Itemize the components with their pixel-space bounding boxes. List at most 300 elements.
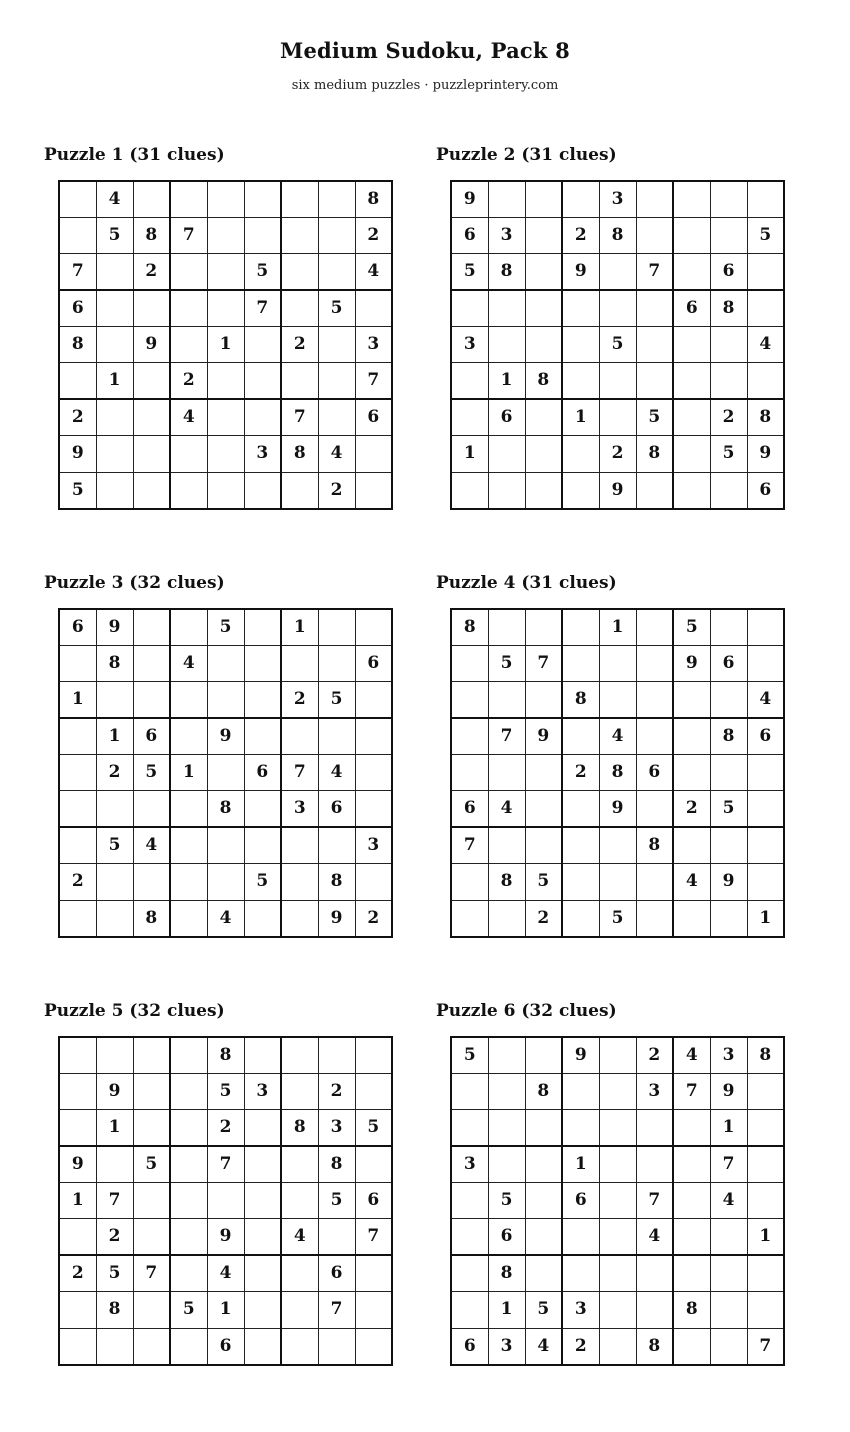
empty-cell (244, 791, 281, 827)
given-clue-cell: 9 (710, 864, 747, 900)
empty-cell (244, 1146, 281, 1182)
empty-cell (747, 181, 784, 217)
given-clue-cell: 2 (562, 1328, 599, 1364)
grid-row (59, 181, 392, 217)
empty-cell (281, 363, 318, 399)
given-clue-cell: 5 (488, 1183, 525, 1219)
empty-cell (747, 1292, 784, 1328)
given-clue-cell: 8 (133, 900, 170, 936)
empty-cell (451, 472, 488, 508)
given-clue-cell: 3 (636, 1073, 673, 1109)
given-clue-cell: 1 (599, 609, 636, 645)
grid-row (451, 900, 784, 936)
empty-cell (599, 1219, 636, 1255)
given-clue-cell: 3 (244, 436, 281, 472)
given-clue-cell: 5 (318, 290, 355, 326)
empty-cell (281, 254, 318, 290)
empty-cell (673, 472, 710, 508)
given-clue-cell: 6 (636, 755, 673, 791)
given-clue-cell: 7 (673, 1073, 710, 1109)
empty-cell (673, 1255, 710, 1291)
given-clue-cell: 1 (562, 399, 599, 435)
empty-cell (488, 436, 525, 472)
empty-cell (170, 791, 207, 827)
given-clue-cell: 8 (451, 609, 488, 645)
grid-row (59, 827, 392, 863)
given-clue-cell: 7 (710, 1146, 747, 1182)
empty-cell (525, 181, 562, 217)
given-clue-cell: 9 (59, 436, 96, 472)
puzzle-title: Puzzle 6 (32 clues) (436, 1001, 617, 1021)
given-clue-cell: 1 (59, 682, 96, 718)
given-clue-cell: 6 (562, 1183, 599, 1219)
empty-cell (244, 472, 281, 508)
sudoku-grid (450, 1036, 785, 1366)
given-clue-cell: 9 (451, 181, 488, 217)
empty-cell (710, 1292, 747, 1328)
given-clue-cell: 5 (451, 1037, 488, 1073)
empty-cell (488, 472, 525, 508)
empty-cell (244, 1292, 281, 1328)
empty-cell (59, 217, 96, 253)
given-clue-cell: 3 (599, 181, 636, 217)
empty-cell (59, 791, 96, 827)
page-subtitle: six medium puzzles · puzzleprintery.com (291, 78, 559, 93)
given-clue-cell: 7 (133, 1255, 170, 1291)
empty-cell (636, 900, 673, 936)
puzzle-title: Puzzle 2 (31 clues) (436, 145, 617, 165)
given-clue-cell: 8 (318, 864, 355, 900)
given-clue-cell: 2 (133, 254, 170, 290)
empty-cell (133, 181, 170, 217)
empty-cell (747, 290, 784, 326)
grid-row (59, 1037, 392, 1073)
empty-cell (96, 327, 133, 363)
empty-cell (451, 290, 488, 326)
empty-cell (170, 609, 207, 645)
empty-cell (747, 363, 784, 399)
empty-cell (488, 1073, 525, 1109)
empty-cell (318, 718, 355, 754)
grid-row (451, 791, 784, 827)
empty-cell (207, 436, 244, 472)
given-clue-cell: 4 (207, 1255, 244, 1291)
empty-cell (59, 1219, 96, 1255)
given-clue-cell: 8 (525, 1073, 562, 1109)
given-clue-cell: 5 (59, 472, 96, 508)
given-clue-cell: 8 (710, 290, 747, 326)
given-clue-cell: 8 (747, 1037, 784, 1073)
empty-cell (525, 1110, 562, 1146)
grid-row (451, 682, 784, 718)
given-clue-cell: 1 (451, 436, 488, 472)
empty-cell (710, 1219, 747, 1255)
given-clue-cell: 5 (673, 609, 710, 645)
empty-cell (207, 864, 244, 900)
sudoku-grid (450, 180, 785, 510)
grid-row (451, 1146, 784, 1182)
empty-cell (96, 436, 133, 472)
empty-cell (451, 1219, 488, 1255)
empty-cell (636, 1146, 673, 1182)
empty-cell (133, 1183, 170, 1219)
empty-cell (525, 1037, 562, 1073)
grid-row (59, 1219, 392, 1255)
empty-cell (562, 436, 599, 472)
given-clue-cell: 8 (599, 217, 636, 253)
given-clue-cell: 2 (318, 1073, 355, 1109)
empty-cell (59, 718, 96, 754)
empty-cell (747, 609, 784, 645)
given-clue-cell: 1 (96, 1110, 133, 1146)
grid-row (451, 290, 784, 326)
given-clue-cell: 1 (96, 718, 133, 754)
given-clue-cell: 2 (710, 399, 747, 435)
empty-cell (207, 1183, 244, 1219)
sudoku-grid (58, 608, 393, 938)
given-clue-cell: 6 (451, 217, 488, 253)
given-clue-cell: 7 (281, 399, 318, 435)
empty-cell (451, 755, 488, 791)
empty-cell (355, 718, 392, 754)
empty-cell (281, 1146, 318, 1182)
grid-row (451, 217, 784, 253)
empty-cell (59, 900, 96, 936)
given-clue-cell: 9 (96, 609, 133, 645)
grid-row (59, 682, 392, 718)
puzzle-title: Puzzle 5 (32 clues) (44, 1001, 225, 1021)
given-clue-cell: 8 (281, 1110, 318, 1146)
empty-cell (133, 399, 170, 435)
empty-cell (562, 472, 599, 508)
empty-cell (96, 472, 133, 508)
given-clue-cell: 2 (96, 1219, 133, 1255)
empty-cell (355, 436, 392, 472)
empty-cell (636, 864, 673, 900)
given-clue-cell: 7 (59, 254, 96, 290)
empty-cell (281, 645, 318, 681)
empty-cell (636, 645, 673, 681)
empty-cell (599, 1073, 636, 1109)
given-clue-cell: 2 (59, 1255, 96, 1291)
empty-cell (562, 864, 599, 900)
empty-cell (599, 682, 636, 718)
given-clue-cell: 7 (747, 1328, 784, 1364)
grid-row (59, 254, 392, 290)
empty-cell (355, 755, 392, 791)
grid-row (59, 645, 392, 681)
empty-cell (710, 682, 747, 718)
empty-cell (525, 472, 562, 508)
empty-cell (525, 327, 562, 363)
empty-cell (451, 399, 488, 435)
empty-cell (562, 718, 599, 754)
empty-cell (451, 1183, 488, 1219)
given-clue-cell: 5 (207, 1073, 244, 1109)
empty-cell (525, 682, 562, 718)
empty-cell (673, 217, 710, 253)
empty-cell (318, 827, 355, 863)
given-clue-cell: 4 (170, 399, 207, 435)
grid-row (451, 472, 784, 508)
given-clue-cell: 3 (244, 1073, 281, 1109)
empty-cell (525, 609, 562, 645)
empty-cell (451, 1073, 488, 1109)
sudoku-grid (58, 180, 393, 510)
empty-cell (599, 1255, 636, 1291)
given-clue-cell: 7 (355, 1219, 392, 1255)
empty-cell (636, 682, 673, 718)
given-clue-cell: 9 (562, 1037, 599, 1073)
empty-cell (133, 290, 170, 326)
given-clue-cell: 3 (451, 1146, 488, 1182)
given-clue-cell: 2 (525, 900, 562, 936)
given-clue-cell: 5 (488, 645, 525, 681)
empty-cell (59, 1037, 96, 1073)
empty-cell (525, 217, 562, 253)
empty-cell (244, 399, 281, 435)
given-clue-cell: 3 (710, 1037, 747, 1073)
given-clue-cell: 3 (488, 1328, 525, 1364)
given-clue-cell: 8 (355, 181, 392, 217)
empty-cell (451, 864, 488, 900)
empty-cell (673, 181, 710, 217)
empty-cell (318, 645, 355, 681)
grid-row (59, 791, 392, 827)
grid-row (451, 1183, 784, 1219)
empty-cell (636, 327, 673, 363)
empty-cell (673, 827, 710, 863)
given-clue-cell: 6 (207, 1328, 244, 1364)
grid-row (59, 1328, 392, 1364)
given-clue-cell: 6 (710, 254, 747, 290)
empty-cell (673, 718, 710, 754)
empty-cell (488, 181, 525, 217)
empty-cell (525, 791, 562, 827)
grid-row (451, 609, 784, 645)
empty-cell (451, 1292, 488, 1328)
empty-cell (747, 254, 784, 290)
given-clue-cell: 8 (599, 755, 636, 791)
puzzle-title: Puzzle 4 (31 clues) (436, 573, 617, 593)
empty-cell (673, 1328, 710, 1364)
empty-cell (747, 1073, 784, 1109)
given-clue-cell: 3 (562, 1292, 599, 1328)
empty-cell (355, 1037, 392, 1073)
empty-cell (281, 1292, 318, 1328)
empty-cell (59, 1110, 96, 1146)
empty-cell (355, 1328, 392, 1364)
empty-cell (599, 1037, 636, 1073)
given-clue-cell: 6 (488, 1219, 525, 1255)
given-clue-cell: 1 (207, 1292, 244, 1328)
empty-cell (170, 1255, 207, 1291)
empty-cell (355, 472, 392, 508)
empty-cell (636, 609, 673, 645)
grid-row (59, 399, 392, 435)
empty-cell (96, 254, 133, 290)
grid-row (59, 472, 392, 508)
empty-cell (562, 1110, 599, 1146)
empty-cell (747, 864, 784, 900)
given-clue-cell: 8 (488, 254, 525, 290)
given-clue-cell: 1 (747, 900, 784, 936)
empty-cell (207, 363, 244, 399)
empty-cell (170, 864, 207, 900)
grid-row (451, 1255, 784, 1291)
empty-cell (355, 609, 392, 645)
empty-cell (133, 1328, 170, 1364)
empty-cell (710, 181, 747, 217)
empty-cell (170, 682, 207, 718)
empty-cell (488, 1146, 525, 1182)
given-clue-cell: 9 (599, 472, 636, 508)
given-clue-cell: 5 (710, 436, 747, 472)
empty-cell (59, 1073, 96, 1109)
empty-cell (636, 1110, 673, 1146)
empty-cell (636, 791, 673, 827)
given-clue-cell: 8 (488, 1255, 525, 1291)
empty-cell (96, 290, 133, 326)
grid-row (59, 327, 392, 363)
given-clue-cell: 9 (710, 1073, 747, 1109)
given-clue-cell: 1 (710, 1110, 747, 1146)
empty-cell (96, 399, 133, 435)
empty-cell (244, 1037, 281, 1073)
given-clue-cell: 9 (59, 1146, 96, 1182)
empty-cell (244, 1183, 281, 1219)
empty-cell (599, 1328, 636, 1364)
empty-cell (355, 1255, 392, 1291)
empty-cell (562, 1255, 599, 1291)
empty-cell (355, 1073, 392, 1109)
given-clue-cell: 4 (318, 436, 355, 472)
given-clue-cell: 6 (318, 1255, 355, 1291)
empty-cell (96, 1146, 133, 1182)
given-clue-cell: 5 (355, 1110, 392, 1146)
empty-cell (207, 254, 244, 290)
empty-cell (96, 1328, 133, 1364)
empty-cell (710, 755, 747, 791)
given-clue-cell: 2 (96, 755, 133, 791)
empty-cell (96, 864, 133, 900)
empty-cell (599, 645, 636, 681)
empty-cell (599, 1146, 636, 1182)
given-clue-cell: 8 (318, 1146, 355, 1182)
empty-cell (133, 682, 170, 718)
given-clue-cell: 6 (747, 718, 784, 754)
empty-cell (244, 327, 281, 363)
grid-row (59, 363, 392, 399)
empty-cell (244, 363, 281, 399)
empty-cell (599, 1183, 636, 1219)
given-clue-cell: 4 (747, 327, 784, 363)
grid-row (59, 1183, 392, 1219)
puzzle-title: Puzzle 3 (32 clues) (44, 573, 225, 593)
grid-row (59, 217, 392, 253)
given-clue-cell: 9 (599, 791, 636, 827)
empty-cell (318, 363, 355, 399)
empty-cell (599, 254, 636, 290)
empty-cell (636, 363, 673, 399)
empty-cell (170, 900, 207, 936)
given-clue-cell: 3 (355, 827, 392, 863)
given-clue-cell: 7 (96, 1183, 133, 1219)
empty-cell (562, 609, 599, 645)
empty-cell (355, 682, 392, 718)
given-clue-cell: 7 (636, 254, 673, 290)
empty-cell (281, 181, 318, 217)
grid-row (59, 864, 392, 900)
given-clue-cell: 5 (133, 755, 170, 791)
empty-cell (170, 1219, 207, 1255)
empty-cell (133, 436, 170, 472)
empty-cell (636, 1292, 673, 1328)
given-clue-cell: 2 (318, 472, 355, 508)
empty-cell (59, 827, 96, 863)
empty-cell (207, 682, 244, 718)
given-clue-cell: 1 (207, 327, 244, 363)
empty-cell (318, 1037, 355, 1073)
empty-cell (207, 472, 244, 508)
given-clue-cell: 6 (59, 609, 96, 645)
puzzle-title: Puzzle 1 (31 clues) (44, 145, 225, 165)
empty-cell (281, 864, 318, 900)
empty-cell (133, 363, 170, 399)
given-clue-cell: 4 (710, 1183, 747, 1219)
empty-cell (562, 290, 599, 326)
empty-cell (59, 363, 96, 399)
given-clue-cell: 7 (170, 217, 207, 253)
empty-cell (710, 827, 747, 863)
given-clue-cell: 5 (747, 217, 784, 253)
given-clue-cell: 8 (207, 791, 244, 827)
empty-cell (488, 1037, 525, 1073)
empty-cell (525, 1146, 562, 1182)
grid-row (451, 755, 784, 791)
empty-cell (599, 290, 636, 326)
empty-cell (673, 399, 710, 435)
empty-cell (59, 755, 96, 791)
given-clue-cell: 2 (59, 399, 96, 435)
grid-row (451, 327, 784, 363)
empty-cell (318, 217, 355, 253)
given-clue-cell: 5 (710, 791, 747, 827)
empty-cell (636, 290, 673, 326)
empty-cell (562, 827, 599, 863)
given-clue-cell: 2 (281, 327, 318, 363)
given-clue-cell: 1 (96, 363, 133, 399)
empty-cell (170, 1328, 207, 1364)
given-clue-cell: 2 (355, 900, 392, 936)
empty-cell (673, 755, 710, 791)
given-clue-cell: 4 (281, 1219, 318, 1255)
given-clue-cell: 8 (133, 217, 170, 253)
empty-cell (488, 609, 525, 645)
empty-cell (244, 718, 281, 754)
grid-row (451, 864, 784, 900)
empty-cell (488, 755, 525, 791)
given-clue-cell: 9 (133, 327, 170, 363)
given-clue-cell: 5 (244, 864, 281, 900)
grid-row (451, 1292, 784, 1328)
empty-cell (747, 755, 784, 791)
given-clue-cell: 4 (207, 900, 244, 936)
empty-cell (599, 1292, 636, 1328)
empty-cell (710, 1328, 747, 1364)
empty-cell (318, 609, 355, 645)
empty-cell (281, 1255, 318, 1291)
